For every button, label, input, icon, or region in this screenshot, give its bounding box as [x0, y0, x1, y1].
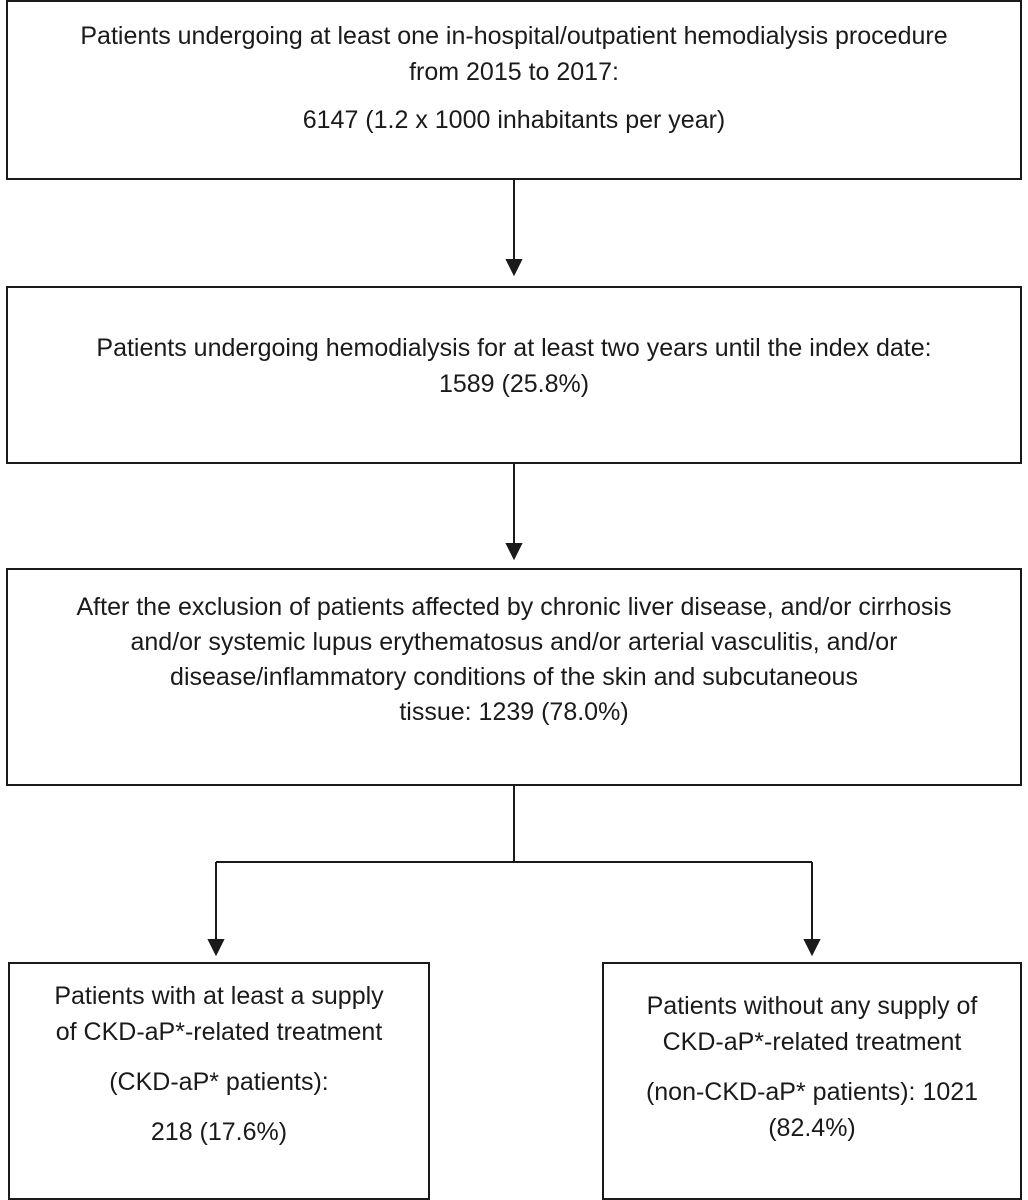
box5-line2: CKD-aP*-related treatment — [662, 1028, 962, 1056]
arrow-2-to-3 — [507, 464, 521, 558]
box-total-hemodialysis-patients — [6, 0, 1022, 180]
box5-line1: Patients without any supply of — [646, 992, 978, 1020]
box2-line1: Patients undergoing hemodialysis for at least two years until the index date: — [96, 334, 932, 362]
box1-line3: 6147 (1.2 x 1000 inhabitants per year) — [302, 106, 726, 134]
box4-line1: Patients with at least a supply — [54, 982, 384, 1010]
arrow-3-to-4 — [209, 862, 223, 954]
box3-line3: disease/inflammatory conditions of the skin and subcutaneous — [170, 663, 858, 691]
arrow-1-to-2 — [507, 180, 521, 274]
box-two-year-hemodialysis — [6, 286, 1022, 464]
box1-line2: from 2015 to 2017: — [409, 58, 619, 86]
box5-line3: (non-CKD-aP* patients): 1021 — [645, 1078, 979, 1106]
box-ckd-ap-patients — [8, 962, 430, 1200]
branch-connector — [216, 786, 812, 862]
box3-line2: and/or systemic lupus erythematosus and/or arterial vasculitis, and/or — [130, 628, 898, 656]
box3-line4: tissue: 1239 (78.0%) — [399, 698, 629, 726]
box2-line2: 1589 (25.8%) — [438, 370, 590, 398]
box5-line4: (82.4%) — [768, 1114, 856, 1142]
arrow-3-to-5 — [805, 862, 819, 954]
box4-line3: (CKD-aP* patients): — [109, 1068, 329, 1096]
box1-line1: Patients undergoing at least one in-hospital/outpatient hemodialysis procedure — [80, 22, 948, 50]
box4-line4: 218 (17.6%) — [150, 1118, 288, 1146]
box-non-ckd-ap-patients — [602, 962, 1022, 1200]
box4-line2: of CKD-aP*-related treatment — [55, 1018, 383, 1046]
box3-line1: After the exclusion of patients affected by chronic liver disease, and/or cirrhosis — [76, 593, 952, 621]
box-after-exclusion — [6, 568, 1022, 786]
